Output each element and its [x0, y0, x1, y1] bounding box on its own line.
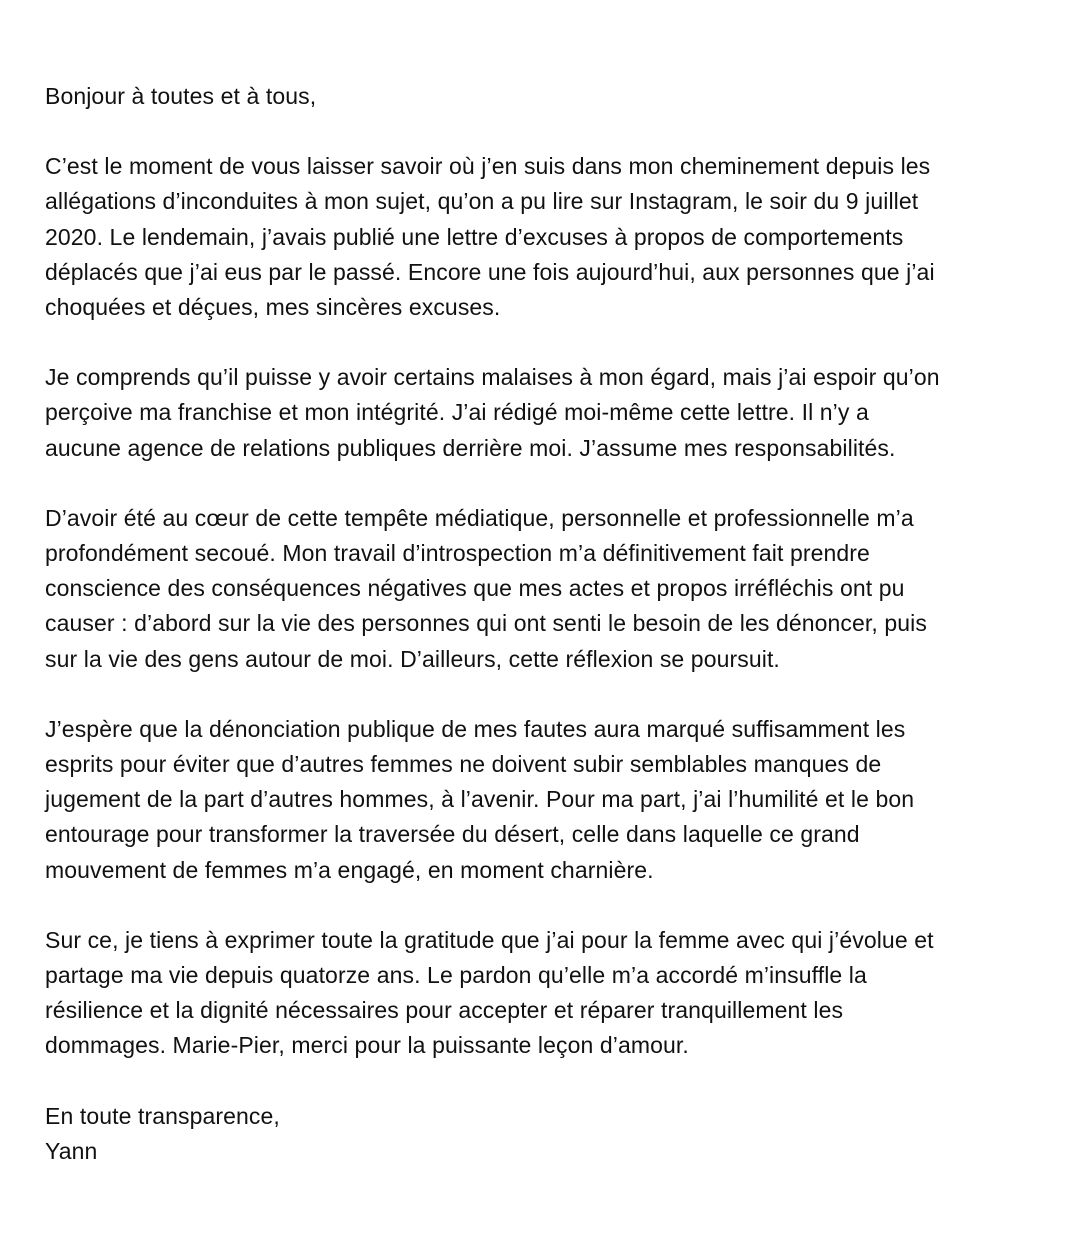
paragraph-line: jugement de la part d’autres hommes, à l’avenir. Pour ma part, j’ai l’humilité et le bon	[45, 786, 915, 813]
paragraph-line: 2020. Le lendemain, j’avais publié une lettre d’excuses à propos de comportements	[45, 223, 904, 250]
paragraph-line: conscience des conséquences négatives que mes actes et propos irréfléchis ont pu	[45, 575, 905, 602]
paragraph-line: dommages. Marie-Pier, merci pour la puissante leçon d’amour.	[45, 1032, 689, 1059]
paragraph-line: sur la vie des gens autour de moi. D’ailleurs, cette réflexion se poursuit.	[45, 645, 780, 672]
paragraph-line: C’est le moment de vous laisser savoir où j’en suis dans mon cheminement depuis les	[45, 153, 931, 180]
closing-phrase: En toute transparence,	[45, 1102, 280, 1129]
paragraph-line: entourage pour transformer la traversée du désert, celle dans laquelle ce grand	[45, 821, 860, 848]
paragraph-line: Je comprends qu’il puisse y avoir certains malaises à mon égard, mais j’ai espoir qu’on	[45, 364, 940, 391]
paragraph-line: choquées et déçues, mes sincères excuses.	[45, 294, 501, 321]
letter-greeting: Bonjour à toutes et à tous,	[45, 83, 317, 109]
paragraph-5	[45, 923, 1070, 1064]
paragraph-3	[45, 501, 1070, 677]
paragraph-line: J’espère que la dénonciation publique de mes fautes aura marqué suffisamment les	[45, 715, 906, 742]
paragraph-line: profondément secoué. Mon travail d’introspection m’a définitivement fait prendre	[45, 540, 870, 567]
letter-body	[45, 79, 1070, 1169]
signature: Yann	[45, 1137, 98, 1164]
letter-closing	[45, 1099, 1070, 1169]
paragraph-line: causer : d’abord sur la vie des personnes qui ont senti le besoin de les dénoncer, puis	[45, 610, 927, 637]
paragraph-1	[45, 149, 1070, 325]
paragraph-line: perçoive ma franchise et mon intégrité. J’ai rédigé moi-même cette lettre. Il n’y a	[45, 399, 869, 426]
paragraph-line: esprits pour éviter que d’autres femmes ne doivent subir semblables manques de	[45, 751, 882, 778]
paragraph-line: aucune agence de relations publiques derrière moi. J’assume mes responsabilités.	[45, 434, 896, 461]
paragraph-line: Sur ce, je tiens à exprimer toute la gratitude que j’ai pour la femme avec qui j’évolue et	[45, 926, 934, 953]
paragraph-line: D’avoir été au cœur de cette tempête médiatique, personnelle et professionnelle m’a	[45, 504, 914, 531]
paragraph-4	[45, 712, 1070, 888]
paragraph-line: résilience et la dignité nécessaires pour accepter et réparer tranquillement les	[45, 997, 844, 1024]
paragraph-line: déplacés que j’ai eus par le passé. Encore une fois aujourd’hui, aux personnes que j’ai	[45, 258, 935, 285]
paragraph-line: mouvement de femmes m’a engagé, en moment charnière.	[45, 856, 654, 883]
paragraph-2	[45, 360, 1070, 466]
paragraph-line: partage ma vie depuis quatorze ans. Le pardon qu’elle m’a accordé m’insuffle la	[45, 962, 867, 989]
paragraph-line: allégations d’inconduites à mon sujet, qu’on a pu lire sur Instagram, le soir du 9 juillet	[45, 188, 919, 215]
